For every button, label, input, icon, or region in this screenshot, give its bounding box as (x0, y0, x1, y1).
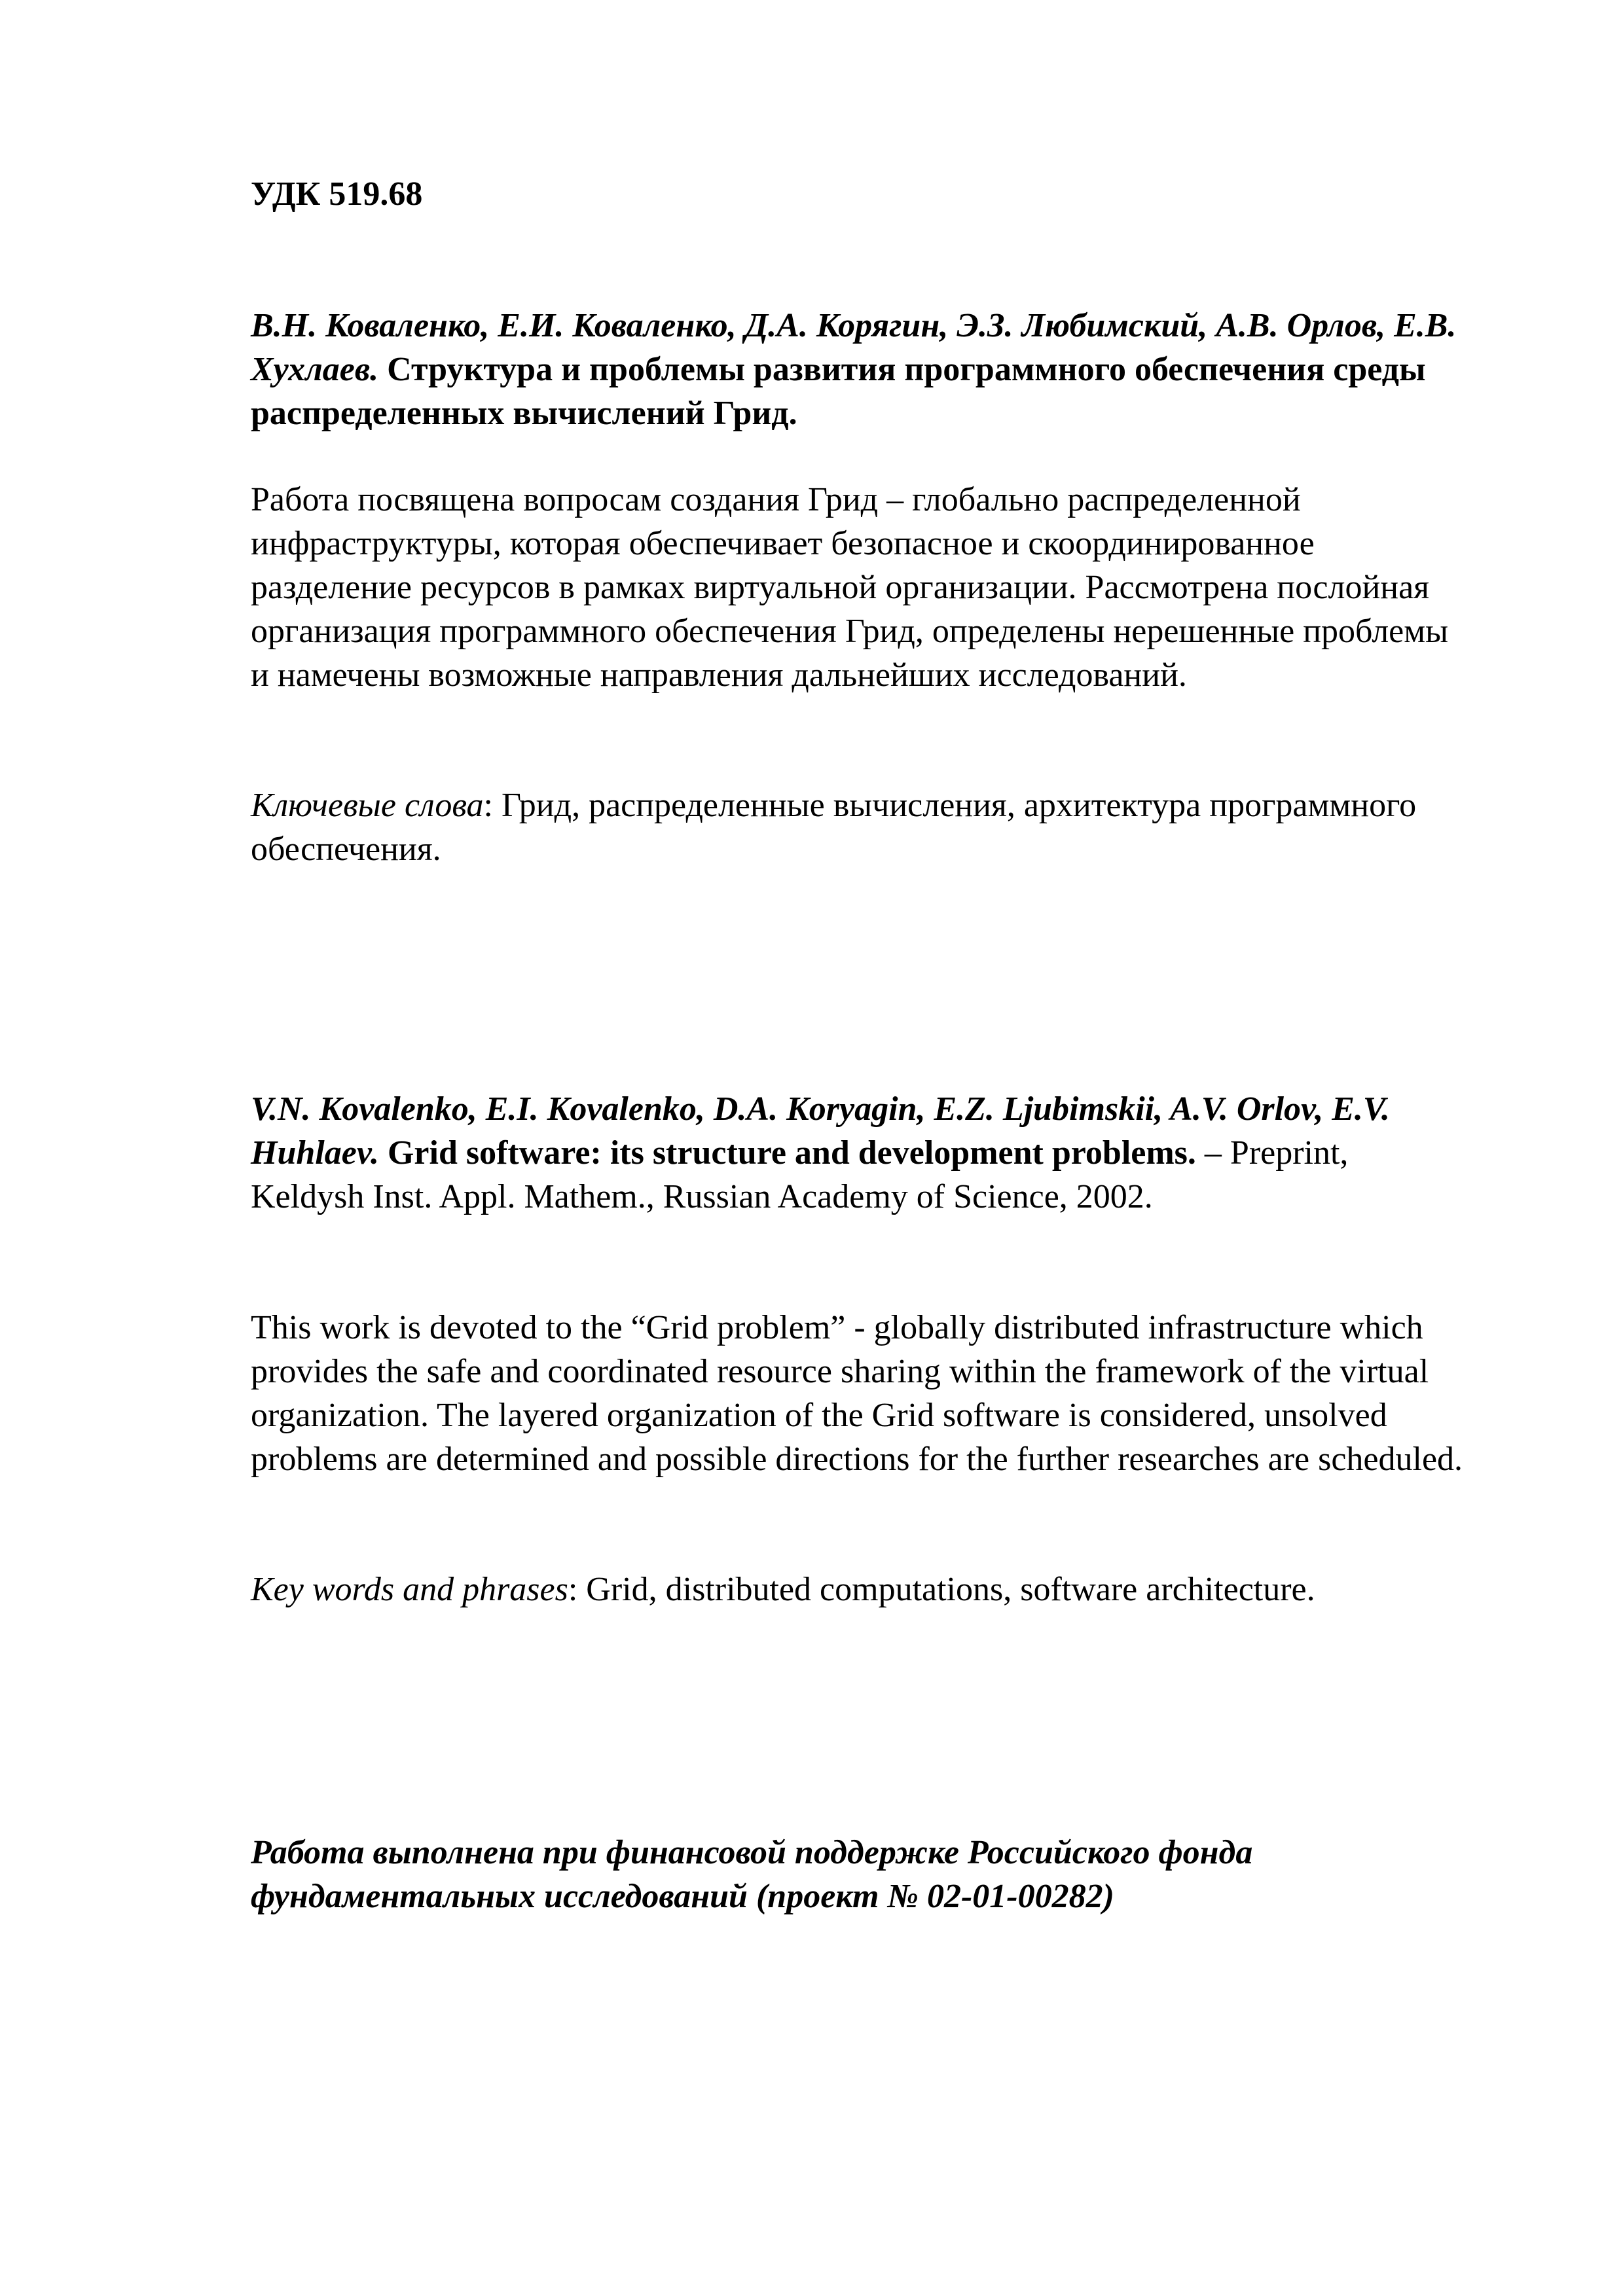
russian-abstract: Работа посвящена вопросам создания Грид – глобально распределенной инфраструктуры, которая обеспечивает безопасное и скоординированное разделение ресурсов в рамках виртуальной организации. Рассмотрена послойная организация программного обеспечения Грид, определены нерешенные проблемы и намечены возможные направления дальнейших исследований. (251, 481, 1449, 694)
russian-citation (251, 304, 1468, 435)
english-citation (251, 1087, 1468, 1219)
english-keywords-text: : Grid, distributed computations, software architecture. (568, 1571, 1315, 1608)
russian-title: Структура и проблемы развития программного обеспечения среды распределенных вычислений Грид. (251, 351, 1426, 432)
english-abstract: This work is devoted to the “Grid problem” - globally distributed infrastructure which provides the safe and coordinated resource sharing within the framework of the virtual organization. The layered organization of the Grid software is considered, unsolved problems are determined and possible directions for the further researches are scheduled. (251, 1309, 1463, 1478)
russian-keywords-text: : Грид, распределенные вычисления, архитектура программного обеспечения. (251, 787, 1417, 868)
english-publication: – Preprint, Keldysh Inst. Appl. Mathem., Russian Academy of Science, 2002. (251, 1134, 1349, 1215)
russian-keywords (251, 783, 1468, 871)
english-title: Grid software: its structure and development problems. (387, 1134, 1196, 1172)
english-keywords-label: Key words and phrases (251, 1571, 568, 1608)
funding-note: Работа выполнена при финансовой поддержке Российского фонда фундаментальных исследований (проект № 02-01-00282) (251, 1834, 1253, 1915)
russian-keywords-label: Ключевые слова (251, 787, 484, 824)
english-authors: V.N. Kovalenko, E.I. Kovalenko, D.A. Koryagin, E.Z. Ljubimskii, A.V. Orlov, E.V. Huhlaev. (251, 1090, 1390, 1172)
udk-code: УДК 519.68 (251, 175, 423, 213)
russian-authors: В.Н. Коваленко, Е.И. Коваленко, Д.А. Корягин, Э.З. Любимский, А.В. Орлов, Е.В. Хухлаев. (251, 307, 1457, 388)
english-keywords (251, 1568, 1468, 1611)
